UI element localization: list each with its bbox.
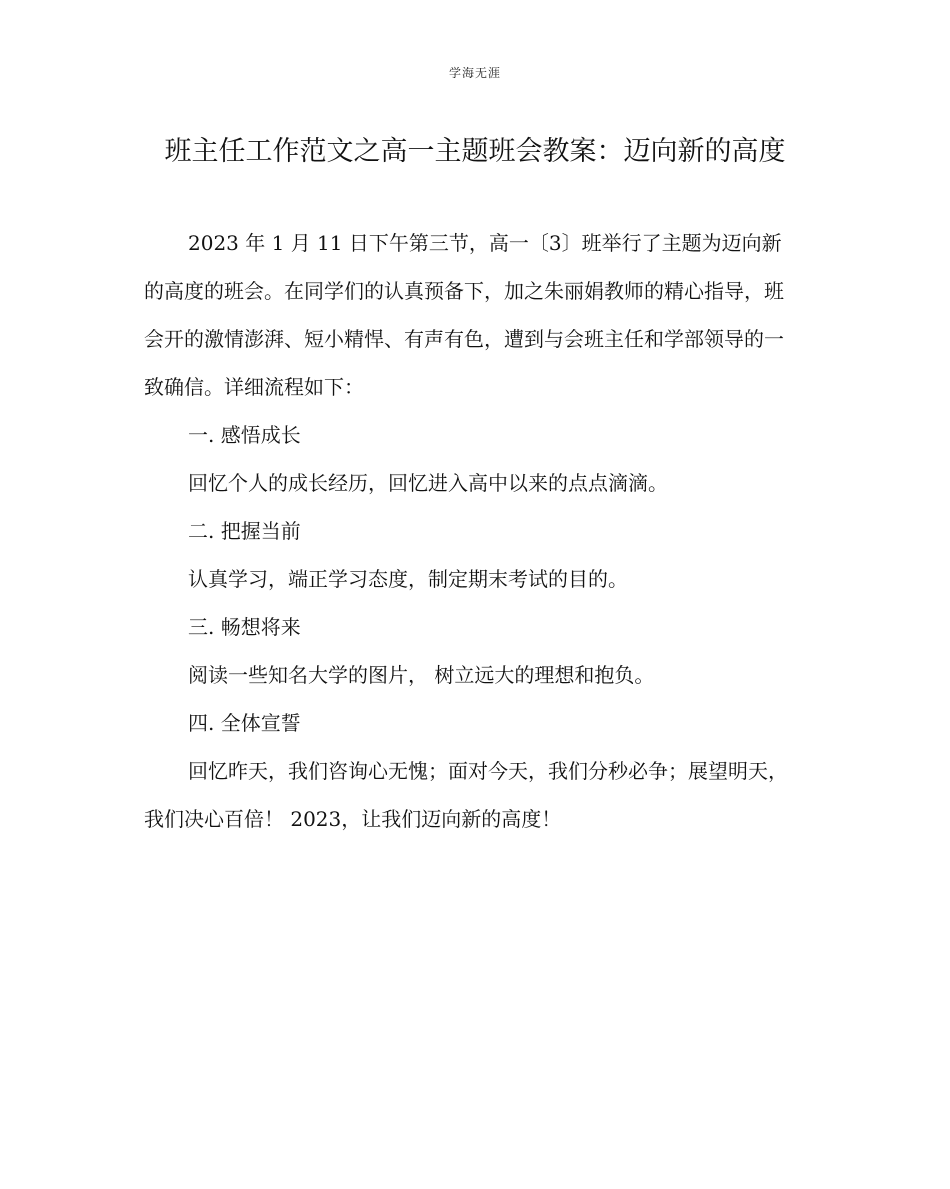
- section-heading-1: 一. 感悟成长: [188, 423, 301, 447]
- document-title: 班主任工作范文之高一主题班会教案：迈向新的高度: [164, 136, 786, 167]
- section-heading-2: 二. 把握当前: [188, 519, 301, 543]
- intro-paragraph: 2023 年 1 月 11 日下午第三节，高一〔3〕班举行了主题为迈向新的高度的班会。在同学们的认真预备下，加之朱丽娟教师的精心指导，班会开的激情澎湃、短小精悍、有声有色，遭到与会班主任和学部领导的一致确信。详细流程如下：: [144, 231, 784, 399]
- section-text-1: 回忆个人的成长经历，回忆进入高中以来的点点滴滴。: [188, 471, 668, 495]
- section-heading-4: 四. 全体宣誓: [188, 711, 301, 735]
- page-header: 学海无涯: [448, 66, 501, 80]
- closing-paragraph: 回忆昨天，我们咨询心无愧；面对今天，我们分秒必争；展望明天，我们决心百倍！ 2023，让我们迈向新的高度！: [144, 759, 788, 831]
- section-text-3: 阅读一些知名大学的图片， 树立远大的理想和抱负。: [188, 663, 655, 687]
- document-body: [144, 219, 800, 843]
- section-text-2: 认真学习，端正学习态度，制定期末考试的目的。: [188, 567, 628, 591]
- section-heading-3: 三. 畅想将来: [188, 615, 301, 639]
